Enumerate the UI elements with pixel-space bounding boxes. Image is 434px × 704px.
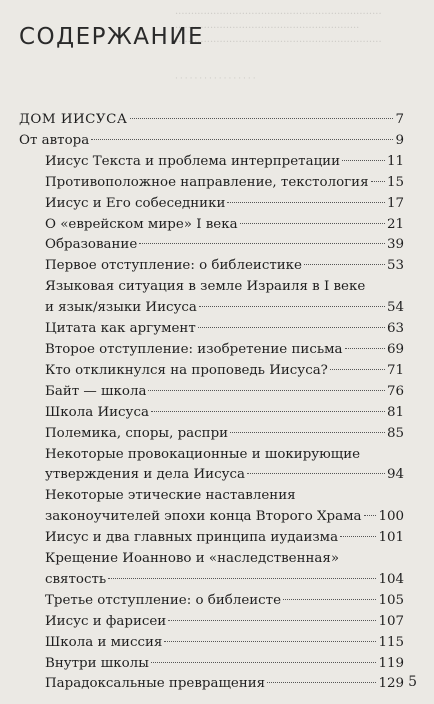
toc-entry-page: 129: [378, 676, 404, 692]
toc-entry-page: 9: [395, 132, 404, 148]
dot-leader: [364, 515, 377, 516]
toc-entry-page: 39: [386, 237, 404, 253]
toc-entry-title: Внутри школы: [45, 655, 149, 671]
toc-entry: [19, 215, 404, 236]
toc-entry-title: От автора: [19, 132, 90, 148]
toc-entry-title: Крещение Иоанново и «наследственная»: [45, 551, 340, 567]
toc-entry: [19, 235, 404, 256]
dot-leader: [227, 202, 385, 203]
toc-entry-page: 81: [386, 404, 404, 420]
dot-leader: [267, 682, 376, 683]
toc-entry-page: 100: [378, 509, 404, 525]
dot-leader: [139, 243, 385, 244]
dot-leader: [340, 536, 376, 537]
toc-entry: [19, 298, 404, 319]
toc-entry-page: 21: [386, 216, 404, 232]
toc-entry-page: 17: [386, 195, 404, 211]
toc-entry: [19, 445, 404, 466]
toc-entry: [19, 173, 404, 194]
toc-entry-title: О «еврейском мире» I века: [45, 216, 238, 232]
dot-leader: [199, 306, 385, 307]
toc-entry: [19, 549, 404, 570]
dot-leader: [198, 327, 385, 328]
page-number: 5: [408, 674, 417, 690]
toc-entry: [19, 674, 404, 695]
toc-entry-title: Полемика, споры, распри: [45, 425, 229, 441]
toc-entry-title: Иисус и два главных принципа иудаизма: [45, 530, 339, 546]
toc-entry-title: Иисус Текста и проблема интерпретации: [45, 153, 341, 169]
toc-entry-page: 115: [378, 634, 404, 650]
dot-leader: [164, 641, 376, 642]
toc-entry: [19, 654, 404, 675]
toc-entry-title: Кто откликнулся на проповедь Иисуса?: [45, 362, 328, 378]
dot-leader: [230, 432, 385, 433]
toc-entry-page: 105: [378, 592, 404, 608]
bleed-through-text: ································································· ·························································· ································································· ·················: [175, 9, 382, 84]
toc-entry-page: 94: [386, 467, 404, 483]
toc-entry: [19, 486, 404, 507]
toc-entry-title: и язык/языки Иисуса: [45, 300, 197, 316]
dot-leader: [151, 662, 377, 663]
toc-entry: [19, 633, 404, 654]
dot-leader: [342, 160, 385, 161]
toc-entry-title: законоучителей эпохи конца Второго Храма: [45, 509, 362, 525]
page-title: СОДЕРЖАНИЕ: [19, 24, 205, 51]
toc-entry: [19, 110, 404, 131]
toc-entry-title: ДОМ ИИСУСА: [19, 112, 128, 127]
toc-entry: [19, 403, 404, 424]
toc-entry-title: Языковая ситуация в земле Израиля в I веке: [45, 279, 366, 295]
dot-leader: [247, 473, 385, 474]
dot-leader: [130, 118, 394, 119]
toc-entry-title: Первое отступление: о библеистике: [45, 258, 302, 274]
toc-entry-title: Иисус и Его собеседники: [45, 195, 226, 211]
toc-entry-title: святость: [45, 571, 107, 587]
toc-entry-page: 76: [386, 383, 404, 399]
toc-entry-title: Образование: [45, 237, 138, 253]
toc-entry-page: 107: [378, 613, 404, 629]
toc-entry-title: утверждения и дела Иисуса: [45, 467, 245, 483]
toc-entry-title: Некоторые провокационные и шокирующие: [45, 446, 361, 462]
toc-entry-title: Некоторые этические наставления: [45, 488, 296, 504]
dot-leader: [148, 390, 385, 391]
table-of-contents: [19, 110, 404, 695]
toc-entry: [19, 465, 404, 486]
dot-leader: [151, 411, 385, 412]
dot-leader: [330, 369, 385, 370]
toc-entry: [19, 131, 404, 152]
toc-entry-title: Второе отступление: изобретение письма: [45, 341, 343, 357]
toc-entry-title: Байт — школа: [45, 383, 147, 399]
toc-entry: [19, 528, 404, 549]
toc-entry-page: 69: [386, 341, 404, 357]
toc-entry-page: 85: [386, 425, 404, 441]
toc-entry-page: 15: [386, 174, 404, 190]
toc-entry: [19, 424, 404, 445]
toc-entry: [19, 277, 404, 298]
toc-entry-page: 104: [378, 571, 404, 587]
toc-entry: [19, 382, 404, 403]
toc-entry: [19, 612, 404, 633]
toc-entry: [19, 319, 404, 340]
toc-entry-title: Парадоксальные превращения: [45, 676, 266, 692]
toc-entry: [19, 570, 404, 591]
toc-entry-title: Школа Иисуса: [45, 404, 149, 420]
toc-entry-page: 11: [386, 153, 404, 169]
dot-leader: [283, 599, 376, 600]
dot-leader: [345, 348, 385, 349]
toc-entry: [19, 256, 404, 277]
toc-entry-page: 63: [386, 321, 404, 337]
toc-entry-title: Противоположное направление, текстология: [45, 174, 369, 190]
toc-entry: [19, 591, 404, 612]
toc-entry-page: 101: [378, 530, 404, 546]
dot-leader: [371, 181, 385, 182]
toc-entry: [19, 361, 404, 382]
toc-entry-title: Иисус и фарисеи: [45, 613, 167, 629]
toc-entry-title: Цитата как аргумент: [45, 321, 196, 337]
toc-entry-page: 54: [386, 300, 404, 316]
toc-entry-page: 71: [386, 362, 404, 378]
dot-leader: [240, 223, 385, 224]
toc-entry: [19, 340, 404, 361]
toc-entry-page: 53: [386, 258, 404, 274]
dot-leader: [91, 139, 393, 140]
toc-entry-page: 119: [378, 655, 404, 671]
toc-entry: [19, 152, 404, 173]
toc-entry: [19, 507, 404, 528]
toc-entry-title: Школа и миссия: [45, 634, 163, 650]
dot-leader: [304, 264, 385, 265]
toc-entry-title: Третье отступление: о библеисте: [45, 592, 282, 608]
toc-entry: [19, 194, 404, 215]
dot-leader: [168, 620, 376, 621]
dot-leader: [108, 578, 376, 579]
toc-entry-page: 7: [395, 112, 404, 127]
